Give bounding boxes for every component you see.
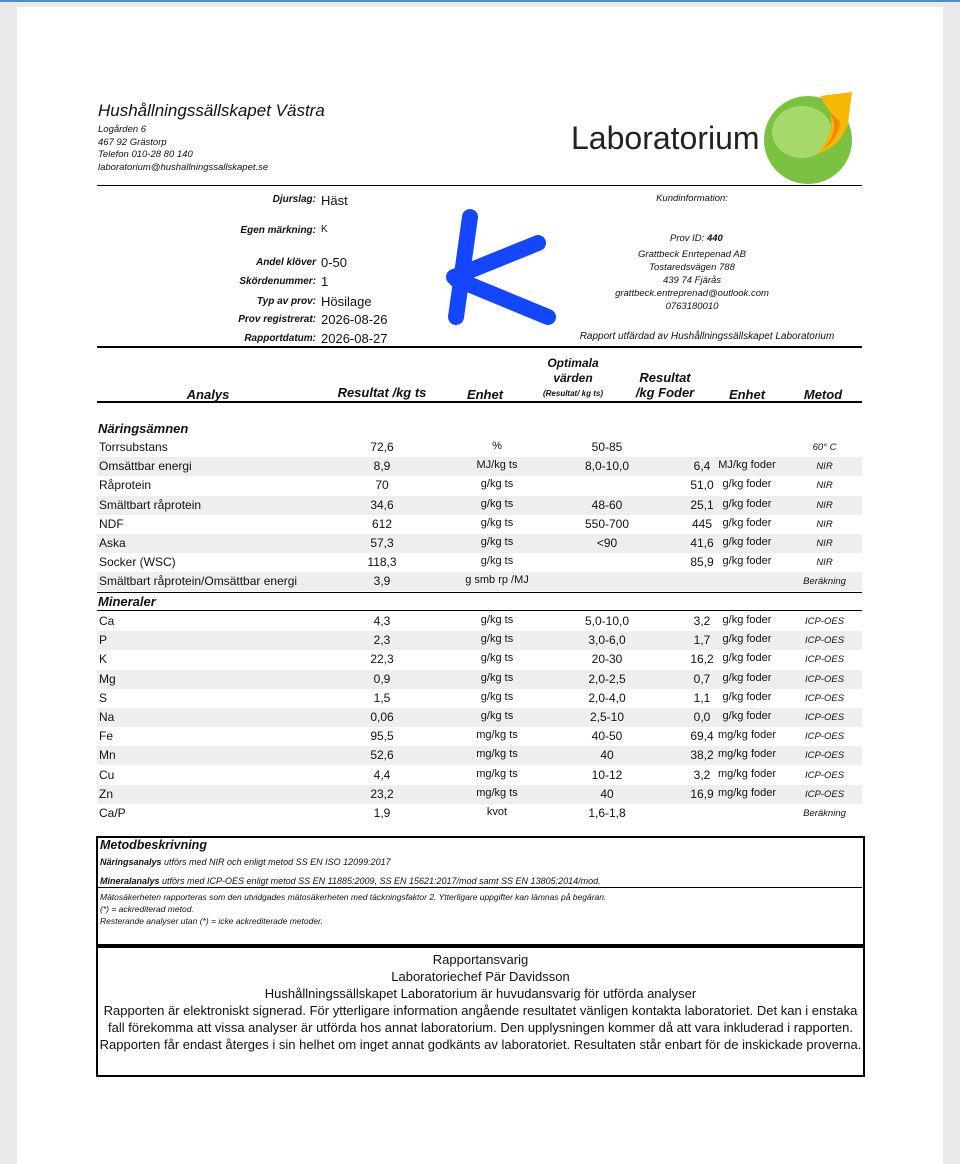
cell-optimala: 2,5-10 (589, 710, 625, 724)
method-line-naringsanalys (100, 857, 391, 867)
footer-line-laboratoriechef: Laboratoriechef Pär Davidsson (391, 969, 570, 984)
table-row (97, 746, 862, 765)
cell-enhet: % (492, 440, 502, 452)
table-header-divider (97, 401, 862, 403)
cell-optimala: 2,0-2,5 (588, 671, 626, 686)
footer-paragraph: Rapporten är elektroniskt signerad. För ytterligare information angående resultatet vänligen kontakta laboratoriet. Det kan i enstaka fall förekomma att vissa analyser är utförda hos annat laboratorium. Den upplysningen kommer då att vara inkluderad i rapporten. Rapporten får endast återges i sin helhet om inget annat godkänts av laboratoriet. Resultaten står enbart för de inskickade proverna. (99, 1003, 862, 1052)
method-line-mineralanalys (100, 876, 601, 886)
col-enhet-foder: Enhet (728, 387, 766, 402)
table-row (97, 708, 862, 727)
cell-analys: Ca (99, 614, 115, 628)
cell-analys: K (99, 652, 108, 667)
cell-resultat-foder: 41,6 (690, 536, 714, 550)
value-djurslag: Häst (321, 193, 348, 208)
cell-analys: Socker (WSC) (99, 555, 176, 570)
cell-enhet: g/kg ts (480, 652, 514, 665)
col-resultat-foder (625, 370, 705, 400)
col-optimala-line1: Optimala (547, 356, 599, 370)
cell-metod: NIR (816, 518, 833, 530)
address-line: Telefon 010-28 80 140 (98, 149, 193, 160)
org-address (98, 124, 268, 174)
cell-metod: NIR (816, 499, 833, 511)
cell-analys: Mg (99, 671, 116, 686)
cell-metod: Beräkning (803, 576, 846, 588)
table-row (97, 689, 862, 708)
cell-analys: Ca/P (99, 806, 126, 820)
cell-analys: Cu (99, 767, 115, 782)
cell-enhet: g/kg ts (480, 516, 514, 529)
cell-resultat-foder: 51,0 (690, 478, 714, 493)
cell-metod: ICP-OES (804, 788, 845, 800)
cell-metod: 60° C (812, 442, 837, 453)
cell-metod: ICP-OES (804, 635, 845, 647)
customer-line: grattbeck.entreprenad@outlook.com (615, 288, 769, 299)
cell-resultat-foder: 6,4 (693, 459, 711, 474)
cell-resultat: 1,9 (373, 806, 391, 820)
cell-analys: Omsättbar energi (99, 459, 192, 474)
cell-analys: Mn (99, 748, 116, 763)
label-skordenummer: Skördenummer: (239, 276, 316, 287)
cell-enhet: g/kg ts (480, 497, 514, 510)
cell-analys: Aska (99, 536, 126, 550)
table-row (97, 534, 862, 553)
cell-optimala: <90 (596, 536, 618, 550)
cell-metod: ICP-OES (804, 769, 845, 781)
col-optimala-line2: värden (553, 371, 593, 385)
cell-optimala: 10-12 (591, 767, 623, 782)
top-border (0, 0, 960, 2)
cell-enhet-foder: mg/kg foder (717, 767, 777, 780)
cell-resultat: 4,4 (373, 767, 391, 782)
info-divider (97, 346, 862, 348)
cell-analys: Smältbart råprotein (99, 497, 202, 512)
cell-metod: ICP-OES (804, 673, 845, 685)
cell-metod: NIR (816, 461, 833, 473)
method-note: (*) = ackrediterad metod. (100, 904, 194, 914)
cell-resultat-foder: 1,1 (693, 690, 711, 705)
cell-resultat-foder: 69,4 (690, 729, 714, 744)
method-mineralanalys-label: Mineralanalys (100, 876, 160, 886)
cell-resultat: 612 (371, 516, 393, 531)
value-rapportdatum: 2026-08-27 (321, 331, 388, 346)
table-row (97, 670, 862, 689)
table-row (97, 457, 862, 476)
col-resultat-foder-line1: Resultat (639, 370, 691, 385)
col-analys: Analys (186, 387, 230, 402)
cell-resultat: 22,3 (370, 652, 394, 667)
customer-line: 439 74 Fjärås (662, 275, 722, 286)
customer-line: 0763180010 (665, 301, 719, 312)
cell-enhet-foder: g/kg foder (722, 478, 772, 491)
cell-analys: Smältbart råprotein/Omsättbar energi (99, 574, 298, 589)
footer-lines (96, 951, 865, 1053)
cell-enhet-foder: g/kg foder (722, 497, 772, 510)
cell-resultat-foder: 3,2 (693, 767, 711, 782)
table-row (97, 727, 862, 746)
cell-optimala: 8,0-10,0 (584, 459, 630, 474)
section-divider (97, 592, 862, 593)
cell-enhet: g/kg ts (480, 633, 514, 646)
cell-resultat-foder: 1,7 (693, 633, 711, 648)
cell-resultat-foder: 3,2 (693, 614, 711, 628)
cell-enhet-foder: g/kg foder (722, 555, 772, 568)
method-note: Resterande analyser utan (*) = icke ackrediterade metoder. (100, 916, 323, 926)
table-row (97, 496, 862, 515)
cell-resultat: 52,6 (370, 748, 394, 763)
col-optimala-line3: (Resultat/ kg ts) (542, 389, 603, 398)
cell-resultat-foder: 25,1 (690, 497, 714, 512)
method-title: Metodbeskrivning (100, 838, 207, 852)
lab-title: Laboratorium (571, 120, 760, 156)
cell-enhet-foder: g/kg foder (722, 710, 772, 722)
col-enhet: Enhet (466, 387, 504, 402)
cell-resultat: 118,3 (367, 555, 397, 570)
cell-optimala: 550-700 (584, 516, 630, 531)
cell-resultat: 1,5 (373, 690, 391, 705)
cell-resultat-foder: 0,0 (693, 710, 711, 724)
label-egen-markning: Egen märkning: (240, 225, 316, 236)
table-row (97, 631, 862, 650)
cell-enhet: g/kg ts (480, 614, 514, 626)
cell-enhet: g/kg ts (480, 478, 514, 491)
cell-resultat: 0,06 (370, 710, 394, 724)
cell-resultat: 95,5 (370, 729, 394, 744)
cell-optimala: 40 (600, 748, 614, 763)
method-mineralanalys-text: utförs med ICP-OES enligt metod SS EN 11885:2009, SS EN 15621:2017/mod samt SS EN 13805:2014/mod. (159, 876, 601, 886)
method-note: Mätosäkerheten rapporteras som den utvidgades mätosäkerheten med täckningsfaktor 2. Ytterligare uppgifter kan lämnas på begäran. (100, 892, 607, 902)
cell-resultat: 23,2 (370, 786, 394, 801)
cell-enhet-foder: mg/kg foder (717, 729, 777, 742)
label-djurslag: Djurslag: (272, 194, 316, 205)
cell-analys: Torrsubstans (99, 440, 168, 454)
prov-id (670, 233, 723, 244)
cell-metod: ICP-OES (804, 731, 845, 743)
cell-resultat: 0,9 (373, 671, 391, 686)
cell-enhet-foder: g/kg foder (722, 614, 772, 626)
cell-enhet: mg/kg ts (476, 748, 518, 761)
footer-line-rapportansvarig: Rapportansvarig (432, 952, 529, 967)
cell-metod: ICP-OES (804, 692, 845, 704)
cell-optimala: 3,0-6,0 (588, 633, 626, 648)
col-resultat: Resultat /kg ts (337, 385, 427, 400)
cell-enhet-foder: g/kg foder (722, 536, 772, 548)
cell-enhet-foder: g/kg foder (722, 633, 772, 646)
cell-optimala: 48-60 (591, 497, 623, 512)
table-row (97, 804, 862, 823)
table-row (97, 650, 862, 669)
table-row (97, 553, 862, 572)
cell-enhet-foder: g/kg foder (722, 516, 772, 529)
report-issued: Rapport utfärdad av Hushållningssällskapet Laboratorium (579, 331, 835, 342)
cell-metod: ICP-OES (804, 712, 845, 723)
cell-enhet-foder: mg/kg foder (717, 786, 777, 799)
header-divider (97, 185, 862, 186)
cell-enhet: MJ/kg ts (476, 459, 518, 472)
cell-metod: ICP-OES (804, 750, 845, 762)
method-naringsanalys-text: utförs med NIR och enligt metod SS EN ISO 12099:2017 (161, 857, 391, 867)
value-andel-klover: 0-50 (321, 255, 348, 270)
table-row (97, 572, 862, 591)
footer-line-huvudansvarig: Hushållningssällskapet Laboratorium är huvudansvarig för utförda analyser (264, 986, 697, 1001)
cell-resultat: 70 (375, 478, 389, 493)
table-row (97, 612, 862, 631)
laboratorium-logo-icon (760, 88, 856, 184)
cell-analys: Na (99, 710, 115, 724)
customer-line: Grattbeck Enrtepenad AB (638, 249, 746, 260)
method-divider (97, 887, 862, 888)
cell-enhet: mg/kg ts (476, 729, 518, 742)
address-line: 467 92 Grästorp (98, 136, 167, 148)
cell-resultat-foder: 445 (691, 516, 713, 531)
cell-resultat-foder: 85,9 (690, 555, 714, 570)
cell-metod: NIR (816, 557, 833, 569)
method-naringsanalys-label: Näringsanalys (100, 857, 162, 867)
cell-analys: S (99, 690, 108, 705)
cell-enhet-foder: g/kg foder (722, 690, 772, 703)
cell-resultat: 8,9 (373, 459, 391, 474)
cell-analys: Råprotein (99, 478, 152, 493)
cell-enhet-foder: g/kg foder (722, 671, 772, 684)
cell-enhet-foder: mg/kg foder (717, 748, 777, 761)
cell-resultat: 72,6 (370, 440, 394, 454)
value-prov-registrerat: 2026-08-26 (321, 312, 388, 327)
cell-enhet: g/kg ts (480, 710, 514, 722)
section-mineraler: Mineraler (98, 594, 156, 609)
cell-optimala: 50-85 (591, 440, 623, 454)
col-optimala (528, 356, 618, 401)
value-typ-av-prov: Hösilage (321, 294, 372, 309)
cell-enhet-foder: MJ/kg foder (718, 459, 776, 472)
cell-resultat-foder: 0,7 (693, 671, 711, 686)
prov-id-value: 440 (706, 233, 723, 244)
cell-resultat-foder: 38,2 (690, 748, 714, 763)
cell-analys: Fe (99, 729, 114, 744)
label-prov-registrerat: Prov registrerat: (238, 314, 316, 325)
section-naringsamnen: Näringsämnen (98, 421, 189, 436)
cell-enhet: mg/kg ts (476, 767, 518, 780)
cell-analys: Zn (99, 786, 114, 801)
method-notes (100, 891, 606, 927)
cell-optimala: 20-30 (591, 652, 623, 667)
customer-line: Tostaredsvägen 788 (649, 262, 735, 273)
table-row (97, 785, 862, 804)
cell-resultat: 3,9 (373, 574, 391, 589)
col-metod: Metod (803, 387, 843, 402)
cell-optimala: 40 (600, 786, 614, 801)
cell-enhet: kvot (486, 806, 508, 818)
cell-metod: ICP-OES (804, 654, 845, 666)
address-line: laboratorium@hushallningssallskapet.se (98, 161, 269, 173)
value-skordenummer: 1 (321, 274, 329, 289)
cell-optimala: 40-50 (591, 729, 623, 744)
cell-metod: NIR (816, 538, 833, 549)
col-resultat-foder-line2: /kg Foder (635, 385, 695, 400)
cell-resultat: 34,6 (370, 497, 394, 512)
cell-metod: Beräkning (803, 808, 846, 819)
cell-enhet: g/kg ts (480, 536, 514, 548)
table-row (97, 515, 862, 534)
cell-resultat: 57,3 (370, 536, 394, 550)
org-name: Hushållningssällskapet Västra (98, 101, 325, 120)
cell-resultat: 4,3 (373, 614, 391, 628)
cell-optimala: 5,0-10,0 (584, 614, 630, 628)
cell-enhet: g/kg ts (480, 671, 514, 684)
table-row (97, 438, 862, 457)
table-row (97, 766, 862, 785)
cell-metod: ICP-OES (804, 616, 845, 627)
cell-metod: NIR (816, 480, 833, 492)
cell-enhet-foder: g/kg foder (722, 652, 772, 665)
cell-enhet: mg/kg ts (476, 786, 518, 799)
cell-optimala: 2,0-4,0 (588, 690, 626, 705)
customer-heading: Kundinformation: (656, 193, 728, 204)
section-divider (97, 610, 862, 611)
label-rapportdatum: Rapportdatum: (244, 333, 316, 344)
cell-resultat-foder: 16,2 (690, 652, 714, 667)
label-typ-av-prov: Typ av prov: (256, 296, 316, 307)
table-row (97, 476, 862, 495)
cell-resultat-foder: 16,9 (690, 786, 714, 801)
cell-enhet: g/kg ts (480, 555, 514, 568)
address-line: Logården 6 (98, 124, 147, 135)
cell-resultat: 2,3 (373, 633, 391, 648)
value-egen-markning: K (321, 224, 328, 235)
label-andel-klover: Andel klöver (255, 257, 316, 268)
cell-analys: NDF (99, 516, 124, 531)
cell-optimala: 1,6-1,8 (588, 806, 626, 820)
cell-enhet: g/kg ts (480, 690, 514, 703)
prov-id-label: Prov ID: (670, 233, 705, 244)
cell-enhet: g smb rp /MJ (465, 574, 529, 587)
cell-analys: P (99, 633, 108, 648)
